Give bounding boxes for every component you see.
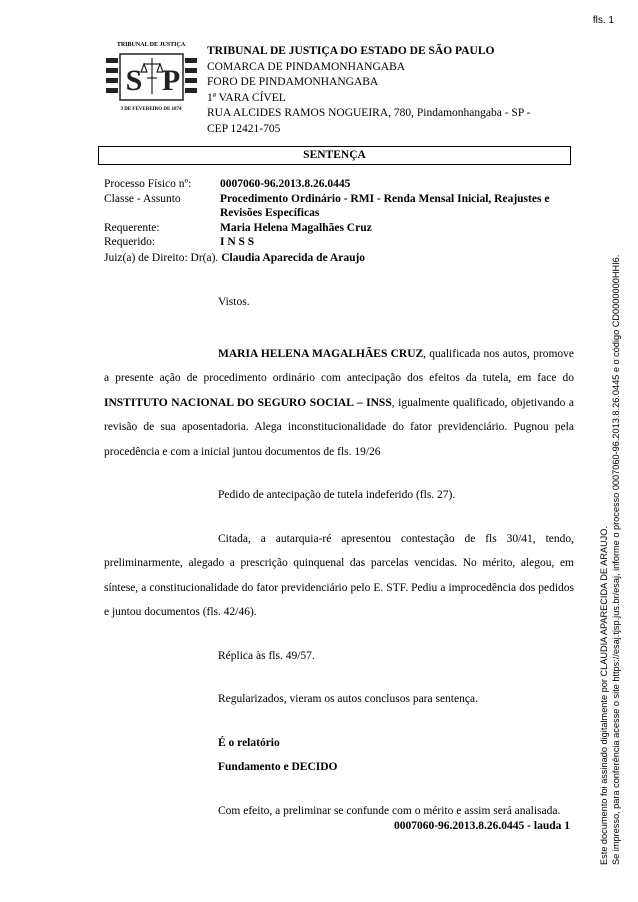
paragraph-1-text-a: , qualificada nos autos, promove a presente ação de procedimento ordinário com antecipação dos efeitos da tutela, em face do [104, 347, 574, 384]
paragraph-1 [104, 342, 574, 465]
paragraph-1-text-b: , igualmente qualificado, objetivando a revisão de sua aposentadoria. Alega inconstitucionalidade do fator previdenciário. Pugnou pela procedência e com a inicial juntou documentos de fls. 19/26 [104, 396, 574, 458]
page-number: fls. 1 [592, 15, 614, 26]
case-metadata [104, 177, 574, 250]
vistos: Vistos. [218, 296, 250, 308]
meta-label: Processo Físico nº: [104, 178, 192, 190]
court-header [207, 44, 531, 137]
paragraph-6: É o relatório [218, 736, 280, 749]
meta-value: 0007060-96.2013.8.26.0445 [220, 178, 351, 190]
court-logo [104, 38, 199, 118]
meta-value: I N S S [220, 236, 255, 248]
document-title: SENTENÇA [98, 146, 571, 165]
meta-label: Classe - Assunto [104, 192, 181, 205]
page-footer: 0007060-96.2013.8.26.0445 - lauda 1 [393, 820, 570, 832]
comarca: COMARCA DE PINDAMONHANGABA [207, 60, 406, 73]
logo-left-letter: S [125, 64, 143, 97]
vara: 1ª VARA CÍVEL [207, 91, 286, 104]
court-name: TRIBUNAL DE JUSTIÇA DO ESTADO DE SÃO PAULO [207, 45, 495, 57]
judge-label: Juiz(a) de Direito: Dr(a). [104, 252, 219, 264]
logo-bottom-text: 3 DE FEVEREIRO DE 1874 [120, 107, 182, 112]
paragraph-2: Pedido de antecipação de tutela indeferido (fls. 27). [218, 489, 456, 501]
judge-name: Claudia Aparecida de Araujo [221, 252, 366, 264]
cep: CEP 12421-705 [207, 122, 281, 135]
digital-signature-notice [598, 225, 622, 865]
meta-label: Requerente: [104, 221, 160, 234]
foro: FORO DE PINDAMONHANGABA [207, 76, 379, 88]
verification-line: Se impresso, para conferência acesse o site https://esaj.tjsp.jus.br/esaj, informe o processo 0007060-96.2013.8.26.0445 e o código CD0000000HHI6. [611, 254, 621, 865]
paragraph-3: Citada, a autarquia-ré apresentou contestação de fls 30/41, tendo, preliminarmente, alegado a prescrição quinquenal das parcelas vencidas. No mérito, alegou, em síntese, a constitucionalidade do fator previdenciário pelo E. STF. Pediu a improcedência dos pedidos e juntou documentos (fls. 42/46). [104, 532, 574, 618]
meta-label: Requerido: [104, 236, 156, 248]
judge-line [104, 252, 365, 264]
address: RUA ALCIDES RAMOS NOGUEIRA, 780, Pindamonhangaba - SP - [207, 107, 531, 119]
meta-value: Procedimento Ordinário - RMI - Renda Mensal Inicial, Reajustes e Revisões Específicas [220, 192, 550, 219]
meta-value: Maria Helena Magalhães Cruz [220, 221, 372, 234]
sentence-body [104, 290, 574, 823]
plaintiff-name: MARIA HELENA MAGALHÃES CRUZ [218, 347, 424, 360]
signature-line: Este documento foi assinado digitalmente por CLAUDIA APARECIDA DE ARAUJO. [599, 526, 609, 865]
defendant-name: INSTITUTO NACIONAL DO SEGURO SOCIAL – INSS [104, 396, 392, 409]
logo-right-letter: P [161, 64, 181, 97]
meta-row [104, 192, 574, 221]
meta-row [104, 177, 574, 192]
paragraph-5: Regularizados, vieram os autos conclusos para sentença. [218, 693, 478, 705]
paragraph-8: Com efeito, a preliminar se confunde com o mérito e assim será analisada. [218, 804, 561, 817]
meta-row [104, 235, 574, 250]
paragraph-7: Fundamento e DECIDO [218, 761, 338, 773]
meta-row [104, 221, 574, 236]
paragraph-4: Réplica às fls. 49/57. [218, 649, 315, 662]
logo-top-text: TRIBUNAL DE JUSTIÇA [116, 42, 186, 48]
